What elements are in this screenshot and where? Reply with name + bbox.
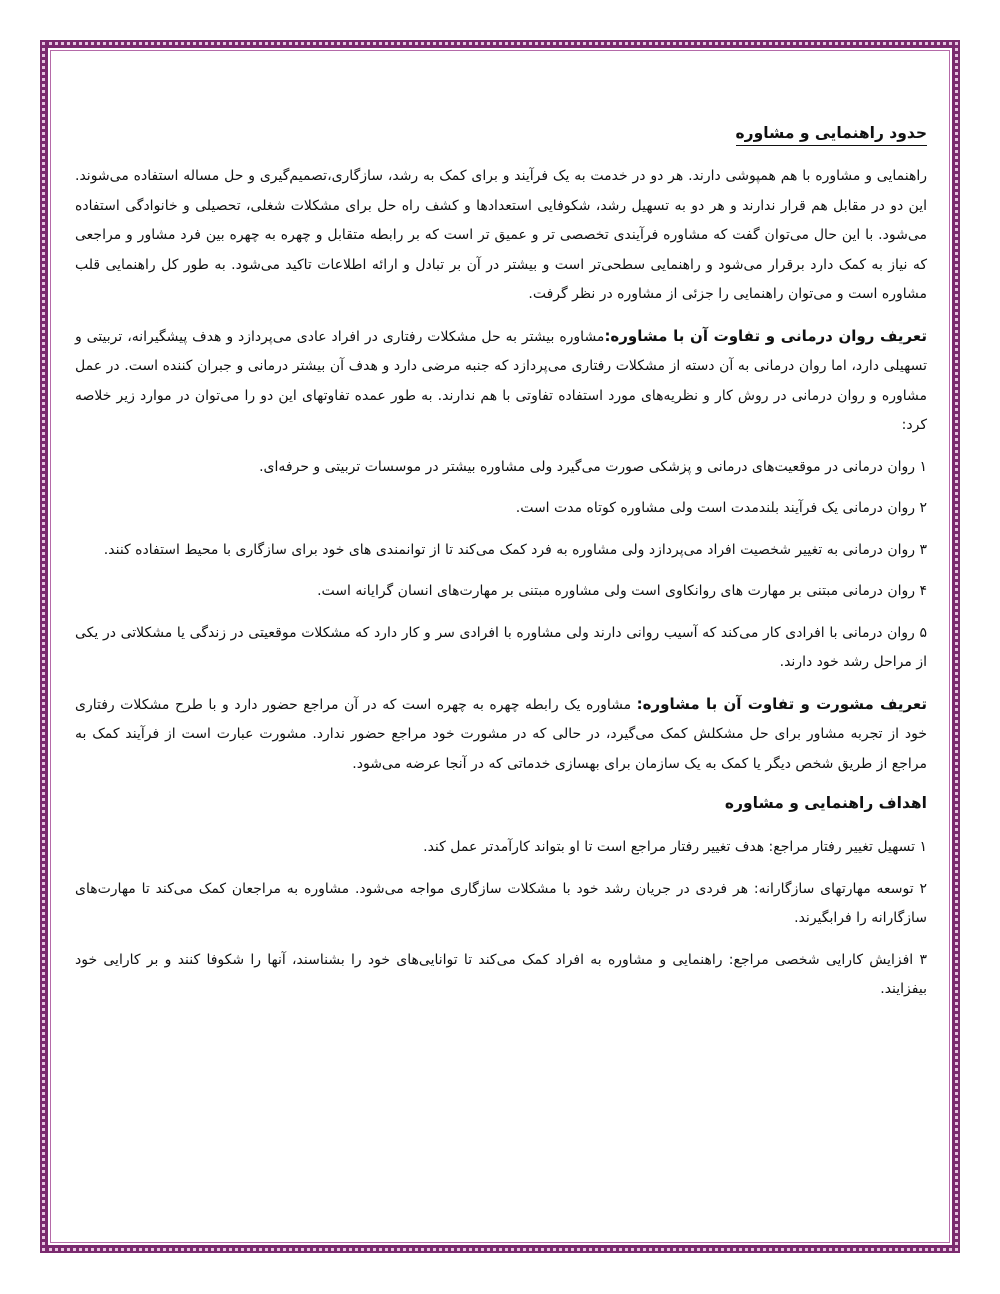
psychotherapy-lead: تعریف روان درمانی و تفاوت آن با مشاوره: bbox=[604, 326, 927, 345]
consultation-body: مشاوره یک رابطه چهره به چهره است که در آن مراجع حضور دارد و با طرح مشکلات رفتاری خود از تجربه مشاور برای حل مشکلش کمک می‌گیرد، در حالی که در مشورت خود مراجع حضور ندارد. مشورت عبارت است از فرآیند کمک به مراجع از طریق شخص دیگر یا کمک به یک سازمان برای بهسازی خدماتی که در آنجا عرضه می‌شود. bbox=[75, 696, 927, 772]
psychotherapy-body: مشاوره بیشتر به حل مشکلات رفتاری در افراد عادی می‌پردازد و هدف پیشگیرانه، تربیتی و تسهیلی دارد، اما روان درمانی به آن دسته از مشکلات رفتاری می‌پردازد که جنبه مرضی دارد و هدف آن بیشتر درمانی و جبران کننده است. در عمل مشاوره و روان درمانی در روش کار و نظریه‌های مورد استفاده تفاوتی با هم ندارند. به طور عمده تفاوتهای این دو را می‌توان در موارد زیر خلاصه کرد: bbox=[75, 328, 927, 433]
list-item: ۵ روان درمانی با افرادی کار می‌کند که آسیب روانی دارند ولی مشاوره با افرادی سر و کار دارد که مشکلات موقعیتی در زندگی یا مشکلاتی در یکی از مراحل رشد خود دارند. bbox=[75, 624, 927, 670]
consultation-lead: تعریف مشورت و تفاوت آن با مشاوره: bbox=[636, 694, 927, 713]
list-item: ۴ روان درمانی مبتنی بر مهارت های روانکاوی است ولی مشاوره مبتنی بر مهارت‌های انسان گرایانه است. bbox=[317, 583, 927, 599]
section-title: حدود راهنمایی و مشاوره bbox=[736, 121, 927, 146]
psychotherapy-paragraph bbox=[75, 322, 927, 441]
list-item: ۲ روان درمانی یک فرآیند بلندمدت است ولی مشاوره کوتاه مدت است. bbox=[515, 500, 927, 516]
document-body bbox=[75, 120, 927, 1017]
goals-heading: اهداف راهنمایی و مشاوره bbox=[724, 794, 927, 812]
consultation-paragraph bbox=[75, 690, 927, 780]
goal-item: ۱ تسهیل تغییر رفتار مراجع: هدف تغییر رفتار مراجع است تا او بتواند کارآمدتر عمل کند. bbox=[423, 839, 927, 855]
list-item: ۳ روان درمانی به تغییر شخصیت افراد می‌پردازد ولی مشاوره به فرد کمک می‌کند تا از توانمندی های خود برای سازگاری با محیط استفاده کنند. bbox=[103, 541, 927, 558]
goal-item: ۲ توسعه مهارتهای سازگارانه: هر فردی در جریان رشد خود با مشکلات سازگاری مواجه می‌شود. مشاوره به مراجعان کمک می‌کند تا مهارت‌های سازگارانه را فرابگیرند. bbox=[75, 880, 927, 926]
goal-item: ۳ افزایش کارایی شخصی مراجع: راهنمایی و مشاوره به افراد کمک می‌کند تا توانایی‌های خود را بشناسند، آنها را شکوفا کنند و بر کارایی خود بیفزایند. bbox=[75, 951, 927, 997]
intro-paragraph: راهنمایی و مشاوره با هم همپوشی دارند. هر دو در خدمت به یک فرآیند و برای کمک به رشد، سازگاری،تصمیم‌گیری و حل مساله استفاده می‌شوند. این دو در مقابل هم قرار ندارند و هر دو به تسهیل رشد، شکوفایی استعدادها و کشف راه حل برای مشکلات شغلی، تحصیلی و خانوادگی استفاده می‌شود. با این حال می‌توان گفت که مشاوره فرآیندی تخصصی تر و عمیق تر است که بر رابطه متقابل و چهره به چهره بین فرد مشاور و مراجعی که نیاز به کمک دارد برقرار می‌شود و راهنمایی سطحی‌تر است و بیشتر در آن بر تبادل و ارائه اطلاعات تاکید می‌شود. به طور کل راهنمایی قلب مشاوره است و می‌توان راهنمایی را جزئی از مشاوره در نظر گرفت. bbox=[75, 168, 927, 302]
list-item: ۱ روان درمانی در موقعیت‌های درمانی و پزشکی صورت می‌گیرد ولی مشاوره بیشتر در موسسات تربیتی و حرفه‌ای. bbox=[259, 458, 927, 475]
